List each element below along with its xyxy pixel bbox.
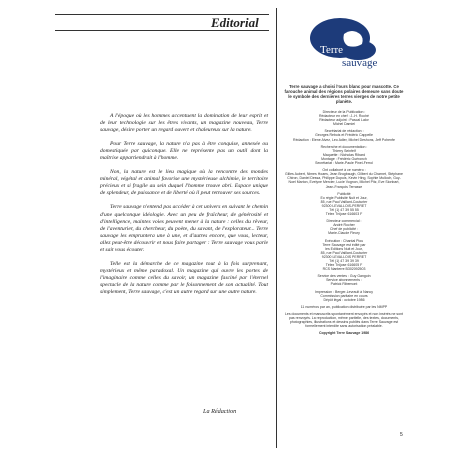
credit-block bbox=[284, 239, 404, 272]
mascot-tagline: Terre sauvage a choisi l'ours blanc pour mascotte. Ce farouche animal des régions polaires demeure sans doute le symbole des dernières terres vierges de notre petite planète. bbox=[284, 84, 404, 104]
credit-line: Directeur commercial : bbox=[326, 219, 362, 224]
credit-line: Les documents et manuscrits spontanément envoyés et non insérés ne sont pas renvoyés. La reproduction, même partielle, des textes, documents, photographies, illustrations et dessins publiés dans Terre Sauvage est formellement interdite sans autorisation préalable. bbox=[284, 311, 404, 329]
credit-block bbox=[284, 110, 404, 126]
copyright: Copyright Terre Sauvage 1986 bbox=[318, 331, 370, 336]
credit-block bbox=[284, 219, 404, 235]
credit-block bbox=[284, 274, 404, 286]
credit-line: Ont collaboré à ce numéro : bbox=[322, 168, 366, 173]
credit-line: Rédacteur adjoint : Pascal Lalor bbox=[319, 118, 369, 123]
article-paragraph: Non, la nature est le lieu magique où la rencontre des mondes minéral, végétal et animal favorise une mystérieuse alchimie, le territoire précieux et si fragile au sein duquel l'homme trouve abri. Espace unique de splendeur, de puissance et de liberté où il peut retrouver ses sources. bbox=[100, 169, 268, 197]
credit-line: André Rocher bbox=[333, 223, 355, 228]
credit-line: Secrétariat : Marie-Paule Pinel-Ferrol bbox=[315, 161, 373, 166]
credit-line: Rédacteur en chef : J.-H. Roché bbox=[319, 114, 369, 119]
credit-line: Marie-Claude Fleury bbox=[328, 231, 360, 236]
credit-line: Directeur de la Publication : bbox=[322, 110, 366, 114]
credit-line: Exécution : Chantal Piou bbox=[324, 238, 364, 243]
credit-line: Eo régie Publisité Nuit et Jour, bbox=[320, 195, 368, 200]
credit-line: Rédaction : Elene Alvez, Leo Adler, Michel Deshons, Jeff Pohenfe bbox=[293, 137, 395, 142]
credit-line: 92300 LEVALLOIS PERRET bbox=[321, 254, 367, 259]
credit-line: Service des ventes : Guy Gangoin bbox=[317, 274, 371, 279]
article bbox=[100, 113, 268, 296]
credit-block bbox=[284, 129, 404, 141]
credit-line: Maquette : Nicholas Ribard bbox=[322, 152, 366, 157]
credit-block bbox=[284, 168, 404, 188]
credit-line: Commission paritaire en cours bbox=[320, 293, 368, 298]
credit-block bbox=[284, 312, 404, 328]
credit-line: 85, rue Paul Vaillant-Couturier bbox=[320, 250, 368, 255]
credit-line: RCS Nanterre B302092503 bbox=[322, 267, 366, 272]
credit-line: 11 numéros par an, publication distribuée par les NMPP bbox=[300, 304, 388, 309]
masthead-column bbox=[284, 84, 404, 335]
credit-line: Gilles Aubert, Nimes Hoaes, Jean Brugbaugh, Gilbert du Charnet, Stéphane Chiron, Daniel Dessa, Philippe Dupuis, Kevin Hing, Sophie Mulloch, Guy-Noel Marton, Evelyne Mercier, Lucie Vognon, Michel Pitz, Eve Sionbart, Jean-François Terrasse bbox=[285, 172, 403, 189]
credit-block bbox=[284, 305, 404, 309]
credit-line: Secrétariat de rédaction : bbox=[324, 129, 364, 134]
credit-line: 92300 LEVALLOIS-PERRET bbox=[321, 203, 367, 208]
credit-line: Georges Rebois et Frédéric Cappelle bbox=[315, 133, 373, 138]
column-divider bbox=[276, 8, 277, 448]
credit-line: 85, rue Paul Vaillant-Couturier bbox=[320, 199, 368, 204]
signature: La Rédaction bbox=[203, 408, 237, 415]
credit-line: Télex Tnijose 616603 F bbox=[325, 212, 363, 217]
credit-line: les Editions Nuit et Jour, bbox=[325, 246, 363, 251]
article-paragraph: Terre sauvage n'entend pas accéder à cet univers en suivant le chemin d'une quelconque idéologie. Avec un peu de fraîcheur, de générosité et d'intelligence, maintes voies peuvent mener à la nature : celles du rêveur, de l'aventurier, du chercheur, du poète, du savant, de l'explorateur... Terre sauvage les empruntera une à une, et d'autres encore, que vous, lecteur, allez peut-être découvrir et nous faire partager : Terre sauvage vous parle et sait vous écouter. bbox=[100, 204, 268, 253]
credit-line: Service abonnements : bbox=[326, 278, 362, 283]
credit-line: Patrick Ribemont bbox=[330, 282, 358, 287]
credit-line: Tél (1) 47 39 39 39 bbox=[329, 259, 359, 263]
credit-line: Tél (1) 47 39 55 55 bbox=[329, 207, 359, 212]
credit-block bbox=[284, 290, 404, 302]
credit-line: Terre Sauvage est édité par bbox=[322, 242, 366, 247]
credit-line: Thierry Seinfelf bbox=[332, 148, 356, 153]
credit-line: Publicité bbox=[337, 191, 351, 196]
credit-line: Recherche et documentation : bbox=[320, 144, 368, 149]
credit-line: Montage : Frédéric Guéronch bbox=[321, 156, 367, 161]
credit-block bbox=[284, 145, 404, 165]
credit-block bbox=[284, 192, 404, 217]
logo-text-sauvage: sauvage bbox=[342, 57, 378, 69]
credit-line: Télex Tnijose 616605 F bbox=[325, 263, 363, 268]
page-title: Editorial bbox=[208, 15, 262, 30]
credit-line: Impression : Berger-Levrault à Nancy bbox=[315, 289, 373, 294]
page-number: 5 bbox=[400, 432, 403, 438]
article-paragraph: Telle est la démarche de ce magazine tout à la fois surprenant, mystérieux et même paradoxal. Un magazine qui ouvre les portes de l'imaginaire comme celles du savoir, un magazine fasciné par l'éternel spectacle de la nature comme par le foisonnement de son actualité. Tout simplement, Terre sauvage, c'est un autre regard sur une autre nature. bbox=[100, 260, 268, 295]
brand-logo bbox=[300, 10, 390, 76]
logo-text-terre: Terre bbox=[320, 44, 344, 56]
credit-line: Dépôt légal : octobre 1986 bbox=[323, 297, 365, 302]
article-paragraph: A l'époque où les hommes accentuent la domination de leur esprit et de leur technologie sur les êtres vivants, un magazine nouveau, Terre sauvage, désire porter un regard ouvert et chaleureux sur la nature. bbox=[100, 113, 268, 134]
article-paragraph: Pour Terre sauvage, la nature n'a pas à être conquise, annexée ou domestiquée par quiconque. Elle ne représente pas un outil dont la maîtrise appartiendrait à l'homme. bbox=[100, 141, 268, 162]
credit-line: Michel Damiel bbox=[333, 122, 355, 127]
credit-line: Chef de publicité : bbox=[329, 227, 359, 232]
credits bbox=[284, 110, 404, 328]
